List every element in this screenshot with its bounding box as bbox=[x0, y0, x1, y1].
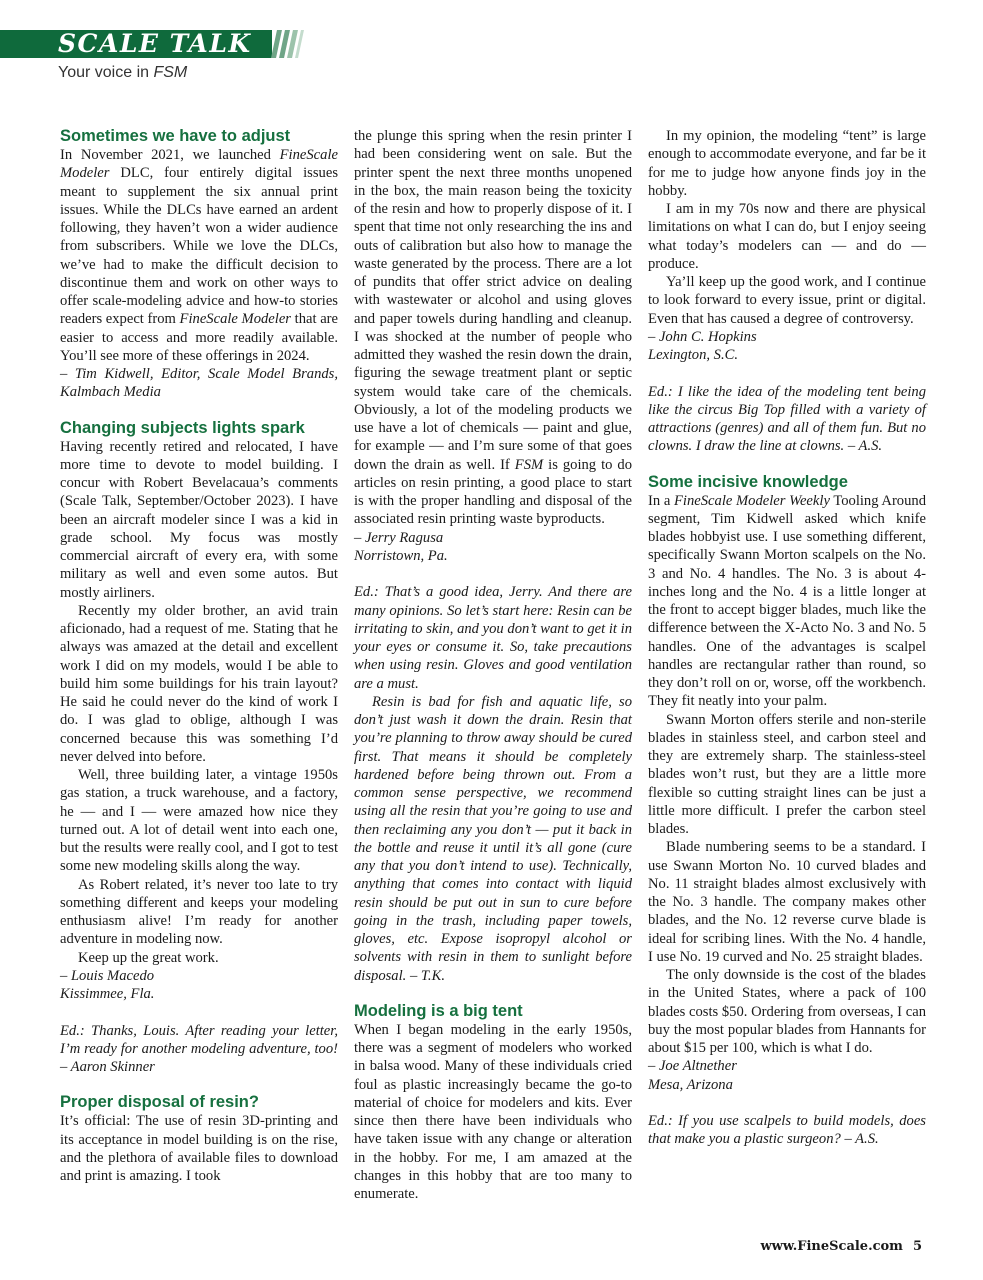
paragraph bbox=[648, 492, 926, 711]
paragraph bbox=[354, 127, 632, 529]
paragraph bbox=[354, 1021, 632, 1204]
italic-text: FineScale Modeler bbox=[179, 311, 291, 328]
italic-text: – Tim Kidwell, Editor, Scale Model Brands, Kalmbach Media bbox=[60, 366, 338, 401]
italic-text: – Jerry Ragusa bbox=[354, 529, 444, 546]
paragraph bbox=[60, 602, 338, 766]
text-run: Well, three building later, a vintage 1950s gas station, a truck warehouse, and a factory, he — and I — were amazed how nice they turned out. A lot of detail went into each one, but the results were really cool, and I got to test some new modeling skills along the way. bbox=[60, 767, 338, 875]
column-3 bbox=[648, 127, 926, 1149]
section-title: SCALE TALK bbox=[58, 29, 252, 58]
italic-text: Kissimmee, Fla. bbox=[60, 986, 155, 1002]
italic-text: – John C. Hopkins bbox=[648, 328, 757, 345]
italic-text: FSM bbox=[514, 456, 544, 473]
paragraph bbox=[60, 967, 338, 985]
letter-heading: Proper disposal of resin? bbox=[60, 1093, 259, 1112]
italic-text: Resin is bad for fish and aquatic life, so don’t just wash it down the drain. Resin that you’re planning to throw away should be cured first. That means it should be completely hardened before being thrown out. From a common sense perspective, we recommend using all the resin that you’re going to use and then reclaiming any you don’t — put it back in the bottle and reuse it until it’s all gone (cure any that you don’t intend to use). Technically, anything that comes into contact with liquid resin should be put out in sun to cure before going in the trash, including paper towels, gloves, etc. Expose isopropyl alcohol or solvents with resin in them to sunlight before disposal. – T.K. bbox=[354, 693, 632, 984]
text-run: that are easier to access and more readily available. You’ll see more of these offerings in 2024. bbox=[60, 311, 339, 364]
paragraph bbox=[60, 985, 338, 1003]
column-1 bbox=[60, 127, 338, 1185]
paragraph bbox=[60, 365, 338, 402]
text-run: In a bbox=[648, 492, 674, 509]
text-run: Blade numbering seems to be a standard. I use Swann Morton No. 10 curved blades and No. 11 straight blades almost exclusively with the No. 3 handle. The company makes other blades, and the No. 12 reverse curve blade is ideal for scribing lines. With the No. 4 handle, I use No. 19 curved and No. 25 straight blades. bbox=[648, 839, 926, 965]
paragraph bbox=[648, 346, 926, 364]
text-run: As Robert related, it’s never too late to try something different and keeps your modeling enthusiasm alive! I’m ready for another adventure in modeling now. bbox=[60, 876, 338, 948]
paragraph bbox=[648, 328, 926, 346]
text-run: The only downside is the cost of the blades in the United States, where a pack of 100 blades costs $50. Ordering from overseas, I can buy the most popular blades from Hannants for about $15 per 100, which is what I do. bbox=[648, 967, 926, 1056]
paragraph bbox=[648, 838, 926, 966]
column-2 bbox=[354, 127, 632, 1203]
italic-text: FineScale Modeler Weekly bbox=[674, 492, 830, 509]
text-run: Swann Morton offers sterile and non-sterile blades in stainless steel, and carbon steel and they are extremely sharp. The stainless-steel blades won’t rust, but they are a little more flexible so cutting straight lines can be just a little more difficult. I prefer the carbon steel blades. bbox=[648, 711, 926, 837]
italic-text: Ed.: I like the idea of the modeling tent being like the circus Big Top filled with a variety of attractions (genres) and all of them fun. But no clowns. I draw the line at clowns. – A.S. bbox=[648, 383, 926, 455]
paragraph bbox=[648, 1112, 926, 1149]
letter-heading: Changing subjects lights spark bbox=[60, 418, 305, 437]
paragraph bbox=[60, 876, 338, 949]
italic-text: Lexington, S.C. bbox=[648, 347, 738, 363]
paragraph bbox=[648, 383, 926, 456]
italic-text: Ed.: Thanks, Louis. After reading your letter, I’m ready for another modeling adventure, too! – Aaron Skinner bbox=[60, 1022, 338, 1075]
subtitle-magazine: FSM bbox=[153, 64, 188, 81]
paragraph bbox=[648, 127, 926, 200]
paragraph bbox=[60, 438, 338, 602]
page-number: 5 bbox=[912, 1239, 922, 1254]
section-subtitle bbox=[58, 64, 187, 82]
text-run: In November 2021, we launched bbox=[60, 147, 280, 163]
letter-heading: Modeling is a big tent bbox=[354, 1001, 523, 1020]
italic-text: – Louis Macedo bbox=[60, 967, 155, 984]
italic-text: Mesa, Arizona bbox=[648, 1076, 733, 1093]
italic-text: Ed.: That’s a good idea, Jerry. And there are many opinions. So let’s start here: Resin can be irritating to skin, and you don’t want to get it in your eyes or consume it. So, take precautions when using resin. Gloves and good ventilation are a must. bbox=[354, 584, 632, 692]
paragraph bbox=[648, 711, 926, 839]
text-run: When I began modeling in the early 1950s, there was a segment of modelers who worked in balsa wood. Many of these individuals cried foul as plastic increasingly became the go-to material of choice for modelers and kits. Ever since then there have been individuals who have taken issue with any change or alteration in the hobby. For me, I am amazed at the changes in this hobby that are too many to enumerate. bbox=[354, 1021, 632, 1202]
text-run: Tooling Around segment, Tim Kidwell asked which knife blades hobbyist use. I use something different, specifically Swann Morton scalpels on the No. 3 and No. 4 handles. The No. 3 is about 4-inches long and the No. 4 is a little longer at the front to accept bigger blades, much like the difference between the X-Acto No. 3 and No. 5 handles. One of the advantages is scalpel handles are rectangular rather than round, so they don’t roll on or, worse, off the workbench. They fit neatly into your palm. bbox=[648, 492, 926, 710]
text-run: DLC, four entirely digital issues meant to supplement the six annual print issues. While the DLCs have earned an ardent following, they haven’t won a wider audience from subscribers. While we love the DLCs, we’ve had to make the difficult decision to discontinue them and work on other ways to offer scale-modeling advice and how-to stories readers expect from bbox=[60, 165, 338, 328]
text-run: In my opinion, the modeling “tent” is large enough to accommodate everyone, and far be it for me to judge how anyone finds joy in the hobby. bbox=[648, 128, 926, 199]
page-footer bbox=[760, 1239, 922, 1254]
italic-text: Norristown, Pa. bbox=[354, 547, 448, 564]
paragraph bbox=[354, 693, 632, 985]
letter-heading: Sometimes we have to adjust bbox=[60, 127, 291, 145]
italic-text: FineScale Modeler bbox=[60, 147, 338, 182]
paragraph bbox=[648, 200, 926, 273]
text-run: Recently my older brother, an avid train aficionado, had a request of me. Stating that he always was amazed at the detail and excellent work I did on my models, would I be able to build him some buildings for his train layout? He said he could never do the kind of work I do. I was glad to oblige, although I was concerned because this was something I’d never delved into before. bbox=[60, 602, 338, 765]
text-run: is going to do articles on resin printing, a good place to start is with the proper handling and disposal of the associated resin printing waste byproducts. bbox=[354, 456, 632, 528]
paragraph bbox=[60, 146, 338, 365]
text-run: It’s official: The use of resin 3D-printing and its acceptance in model building is on the rise, and the plethora of available files to download and print is amazing. I took bbox=[60, 1113, 338, 1184]
text-run: the plunge this spring when the resin printer I had been considering went on sale. But the printer spent the next three months unopened in the box, the main reason being the toxicity of the resin and how to properly dispose of it. I spent that time not only researching the ins and outs of calibration but also how to manage the waste generated by the process. There are a lot of pundits that offer strict advice on dealing with wastewater or alcohol and using gloves and paper towels during handling and cleanup. I was shocked at the number of people who admitted they washed the resin down the drain, figuring the sewage treatment plant or septic system would take care of the chemicals. Obviously, a lot of the modeling products we use have a lot of chemicals — paint and glue, for example — and I’m sure some of that goes down the drain as well. If bbox=[354, 128, 632, 473]
website-url: www.FineScale.com bbox=[760, 1239, 903, 1254]
paragraph bbox=[60, 949, 338, 967]
paragraph bbox=[60, 1112, 338, 1185]
paragraph bbox=[354, 529, 632, 547]
paragraph bbox=[648, 273, 926, 328]
paragraph bbox=[648, 966, 926, 1057]
italic-text: – Joe Altnether bbox=[648, 1058, 737, 1075]
text-run: Having recently retired and relocated, I have more time to devote to model building. I concur with Robert Bevelacaua’s comments (Scale Talk, September/October 2023). I have been an aircraft modeler since I was a kid in grade school. My focus was mostly commercial aircraft of every era, with some military as well and even some autos. But mostly airliners. bbox=[60, 438, 338, 601]
paragraph bbox=[648, 1076, 926, 1094]
paragraph bbox=[60, 1022, 338, 1077]
text-run: Keep up the great work. bbox=[78, 949, 219, 966]
subtitle-text: Your voice in bbox=[58, 64, 154, 81]
text-run: Ya’ll keep up the good work, and I continue to look forward to every issue, print or digital. Even that has caused a degree of controversy. bbox=[648, 274, 926, 327]
paragraph bbox=[60, 766, 338, 876]
paragraph bbox=[354, 547, 632, 565]
paragraph bbox=[354, 583, 632, 693]
italic-text: Ed.: If you use scalpels to build models, does that make you a plastic surgeon? – A.S. bbox=[648, 1113, 926, 1148]
text-run: I am in my 70s now and there are physical limitations on what I can do, but I enjoy seeing what today’s modelers can — and do — produce. bbox=[648, 201, 926, 272]
banner-stripes bbox=[274, 30, 301, 58]
letter-heading: Some incisive knowledge bbox=[648, 472, 848, 491]
paragraph bbox=[648, 1057, 926, 1075]
